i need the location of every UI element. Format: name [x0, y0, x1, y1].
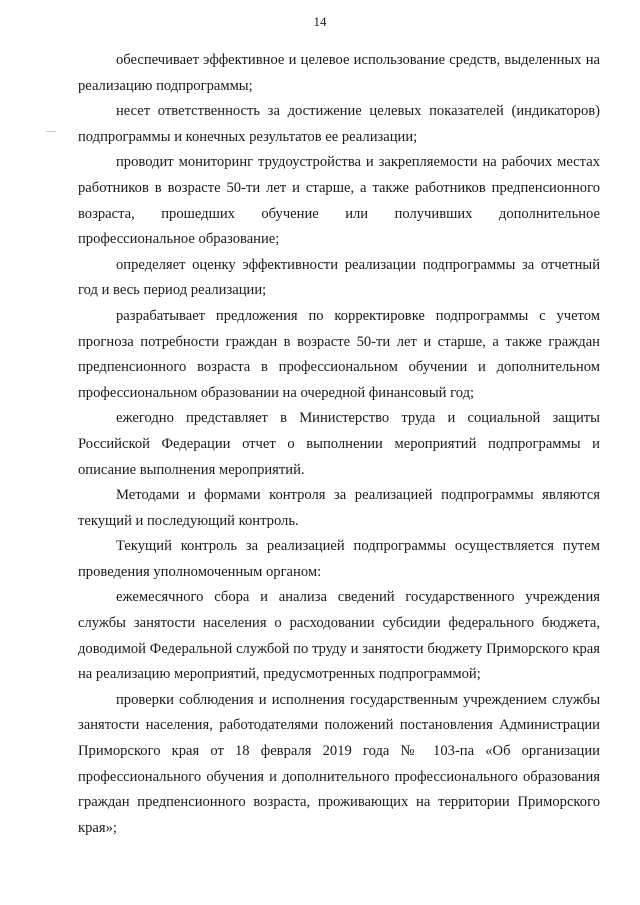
paragraph-5: разрабатывает предложения по корректировке подпрограммы с учетом прогноза потребности граждан в возрасте 50-ти лет и старше, а также граждан предпенсионного возраста в профессиональном обучении и дополнительном профессиональном образовании на очередной финансовый год;	[78, 307, 600, 401]
body-text	[78, 48, 600, 841]
paragraph-10: проверки соблюдения и исполнения государственным учреждением службы занятости населения, работодателями положений постановления Администрации Приморского края от 18 февраля 2019 года № 103-па «Об организации профессионального обучения и дополнительного профессионального образования граждан предпенсионного возраста, проживающих на территории Приморского края»;	[78, 691, 600, 836]
margin-mark	[46, 131, 56, 132]
paragraph-2: несет ответственность за достижение целевых показателей (индикаторов) подпрограммы и конечных результатов ее реализации;	[78, 103, 600, 145]
paragraph-3: проводит мониторинг трудоустройства и закрепляемости на рабочих местах работников в возрасте 50-ти лет и старше, а также работников предпенсионного возраста, прошедших обучение или получивших дополнительное профессиональное образование;	[78, 154, 600, 248]
paragraph-9: ежемесячного сбора и анализа сведений государственного учреждения службы занятости населения о расходовании субсидии федерального бюджета, доводимой Федеральной службой по труду и занятости бюджету Приморского края на реализацию мероприятий, предусмотренных подпрограммой;	[78, 589, 600, 683]
paragraph-1: обеспечивает эффективное и целевое использование средств, выделенных на реализацию подпрограммы;	[78, 52, 600, 94]
paragraph-8: Текущий контроль за реализацией подпрограммы осуществляется путем проведения уполномоченным органом:	[78, 538, 600, 580]
paragraph-6: ежегодно представляет в Министерство труда и социальной защиты Российской Федерации отчет о выполнении мероприятий подпрограммы и описание выполнения мероприятий.	[78, 410, 600, 478]
page-number: 14	[313, 14, 327, 29]
paragraph-4: определяет оценку эффективности реализации подпрограммы за отчетный год и весь период реализации;	[78, 256, 600, 299]
paragraph-7: Методами и формами контроля за реализацией подпрограммы являются текущий и последующий контроль.	[78, 487, 600, 529]
